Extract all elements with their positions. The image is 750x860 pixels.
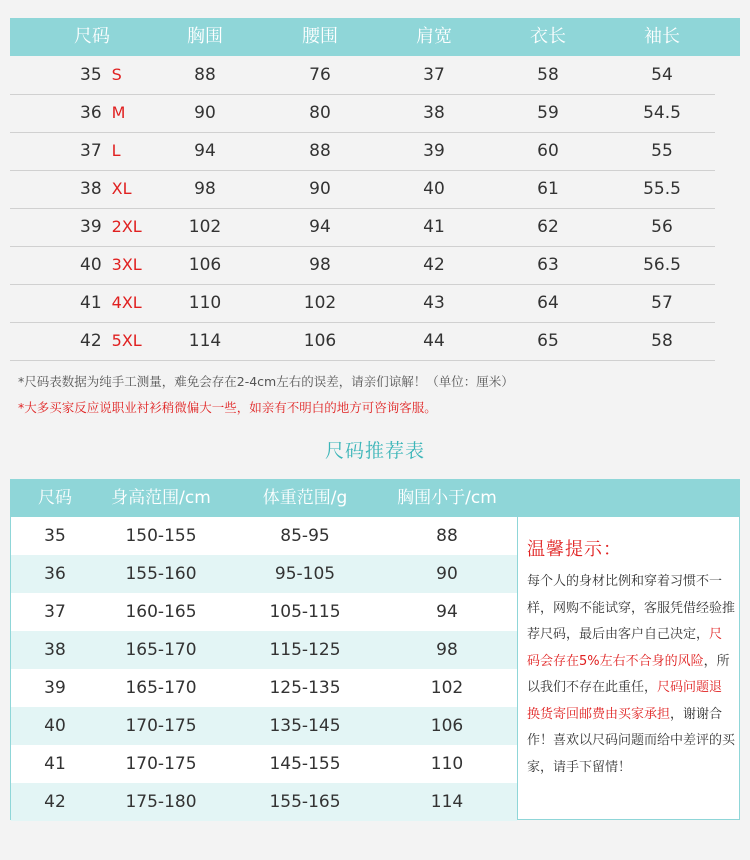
rec-size-cell: 37 (44, 602, 66, 622)
rec-chest-cell: 106 (430, 716, 464, 736)
size-table-header (10, 18, 740, 56)
size-label: S (111, 65, 122, 84)
shoulder-cell: 44 (423, 331, 445, 351)
sleeve-cell: 57 (651, 293, 673, 313)
rec-size-cell: 41 (44, 754, 66, 774)
size-cell (80, 170, 132, 208)
chest-cell: 90 (194, 103, 216, 123)
size-number: 36 (80, 103, 102, 123)
shoulder-cell: 42 (423, 255, 445, 275)
size-table-row (10, 208, 715, 247)
sleeve-cell: 56.5 (643, 255, 681, 275)
chest-cell: 110 (188, 293, 222, 313)
size-number: 37 (80, 141, 102, 161)
shoulder-cell: 39 (423, 141, 445, 161)
length-cell: 60 (537, 141, 559, 161)
header-sleeve: 袖长 (644, 26, 680, 47)
size-label: XL (111, 179, 132, 198)
rec-size-cell: 38 (44, 640, 66, 660)
waist-cell: 80 (309, 103, 331, 123)
rec-chest-cell: 88 (436, 526, 458, 546)
rec-chest-cell: 110 (430, 754, 464, 774)
size-number: 42 (80, 331, 102, 351)
size-label: 2XL (111, 217, 142, 236)
rec-size-cell: 35 (44, 526, 66, 546)
chest-cell: 106 (188, 255, 222, 275)
length-cell: 65 (537, 331, 559, 351)
rec-weight-cell: 105-115 (269, 602, 341, 622)
recommend-title: 尺码推荐表 (324, 440, 425, 462)
waist-cell: 106 (303, 331, 337, 351)
waist-cell: 88 (309, 141, 331, 161)
shoulder-cell: 40 (423, 179, 445, 199)
fit-warning-note: *大多买家反应说职业衬衫稍微偏大一些，如亲有不明白的地方可咨询客服。 (18, 400, 437, 415)
rec-height-cell: 165-170 (125, 678, 197, 698)
waist-cell: 94 (309, 217, 331, 237)
rec-size-cell: 39 (44, 678, 66, 698)
rec-height-cell: 160-165 (125, 602, 197, 622)
waist-cell: 102 (303, 293, 337, 313)
length-cell: 58 (537, 65, 559, 85)
size-label: 3XL (111, 255, 142, 274)
rec-weight-cell: 95-105 (274, 564, 336, 584)
size-cell (80, 132, 121, 170)
shoulder-cell: 37 (423, 65, 445, 85)
header-rec-weight: 体重范围/g (262, 488, 348, 508)
shoulder-cell: 41 (423, 217, 445, 237)
rec-size-cell: 40 (44, 716, 66, 736)
header-length: 衣长 (530, 26, 566, 47)
tips-text-1: 每个人的身材比例和穿着习惯不一样，网购不能试穿，客服凭借经验推荐尺码，最后由客户自己决定， (527, 574, 736, 642)
recommend-table-row (11, 783, 517, 821)
rec-size-cell: 36 (44, 564, 66, 584)
rec-weight-cell: 125-135 (269, 678, 341, 698)
rec-chest-cell: 102 (430, 678, 464, 698)
rec-chest-cell: 114 (430, 792, 464, 812)
sleeve-cell: 55.5 (643, 179, 681, 199)
recommend-table-row (11, 745, 517, 783)
tips-warning-1: 尺码会存在5%左右不合身的风险 (527, 627, 723, 669)
measurement-note: *尺码表数据为纯手工测量，难免会存在2-4cm左右的误差，请亲们谅解！（单位：厘米） (18, 374, 514, 389)
rec-height-cell: 165-170 (125, 640, 197, 660)
sleeve-cell: 54.5 (643, 103, 681, 123)
sleeve-cell: 56 (651, 217, 673, 237)
size-number: 39 (80, 217, 102, 237)
rec-chest-cell: 98 (436, 640, 458, 660)
rec-chest-cell: 94 (436, 602, 458, 622)
shoulder-cell: 43 (423, 293, 445, 313)
length-cell: 63 (537, 255, 559, 275)
chest-cell: 88 (194, 65, 216, 85)
size-cell (80, 322, 142, 360)
rec-height-cell: 150-155 (125, 526, 197, 546)
size-cell (80, 208, 142, 246)
tips-box (517, 517, 739, 819)
sleeve-cell: 54 (651, 65, 673, 85)
tips-warning-2: 尺码问题退换货寄回邮费由买家承担 (527, 680, 723, 722)
length-cell: 62 (537, 217, 559, 237)
rec-height-cell: 170-175 (125, 716, 197, 736)
header-chest: 胸围 (187, 26, 223, 47)
size-table-row (10, 284, 715, 323)
size-number: 41 (80, 293, 102, 313)
header-rec-size: 尺码 (38, 488, 72, 508)
size-number: 35 (80, 65, 102, 85)
recommend-table-row (11, 707, 517, 745)
header-rec-height: 身高范围/cm (111, 488, 211, 508)
recommend-table-row (11, 517, 517, 555)
rec-weight-cell: 135-145 (269, 716, 341, 736)
chest-cell: 102 (188, 217, 222, 237)
size-table-row (10, 132, 715, 171)
size-label: 4XL (111, 293, 142, 312)
length-cell: 61 (537, 179, 559, 199)
sleeve-cell: 58 (651, 331, 673, 351)
rec-height-cell: 170-175 (125, 754, 197, 774)
waist-cell: 98 (309, 255, 331, 275)
tips-title: 温馨提示： (527, 539, 622, 560)
size-label: 5XL (111, 331, 142, 350)
size-table-row (10, 56, 715, 95)
size-label: M (111, 103, 126, 122)
size-table-row (10, 246, 715, 285)
rec-weight-cell: 145-155 (269, 754, 341, 774)
recommend-table-header (10, 479, 740, 517)
recommend-table-row (11, 631, 517, 669)
size-number: 38 (80, 179, 102, 199)
size-table-row (10, 94, 715, 133)
waist-cell: 90 (309, 179, 331, 199)
size-cell (80, 284, 142, 322)
recommend-table-row (11, 669, 517, 707)
tips-text-2: ，所以我们不存在此重任， (527, 653, 730, 695)
tips-text-3: ，谢谢合作！喜欢以尺码问题而给中差评的买家，请手下留情！ (527, 706, 736, 775)
recommend-table-row (11, 593, 517, 631)
length-cell: 59 (537, 103, 559, 123)
chest-cell: 98 (194, 179, 216, 199)
header-waist: 腰围 (302, 26, 338, 47)
header-shoulder: 肩宽 (416, 26, 452, 47)
rec-chest-cell: 90 (436, 564, 458, 584)
size-cell (80, 94, 125, 132)
size-number: 40 (80, 255, 102, 275)
length-cell: 64 (537, 293, 559, 313)
rec-weight-cell: 85-95 (280, 526, 330, 546)
chest-cell: 114 (188, 331, 222, 351)
size-table-row (10, 170, 715, 209)
sleeve-cell: 55 (651, 141, 673, 161)
header-rec-chest: 胸围小于/cm (397, 488, 497, 508)
rec-height-cell: 155-160 (125, 564, 197, 584)
recommend-table-row (11, 555, 517, 593)
header-size: 尺码 (74, 26, 110, 47)
size-cell (80, 56, 122, 94)
chest-cell: 94 (194, 141, 216, 161)
size-cell (80, 246, 142, 284)
size-table-row (10, 322, 715, 361)
shoulder-cell: 38 (423, 103, 445, 123)
rec-weight-cell: 155-165 (269, 792, 341, 812)
rec-size-cell: 42 (44, 792, 66, 812)
rec-weight-cell: 115-125 (269, 640, 341, 660)
tips-body (527, 569, 735, 781)
size-label: L (111, 141, 121, 160)
waist-cell: 76 (309, 65, 331, 85)
rec-height-cell: 175-180 (125, 792, 197, 812)
